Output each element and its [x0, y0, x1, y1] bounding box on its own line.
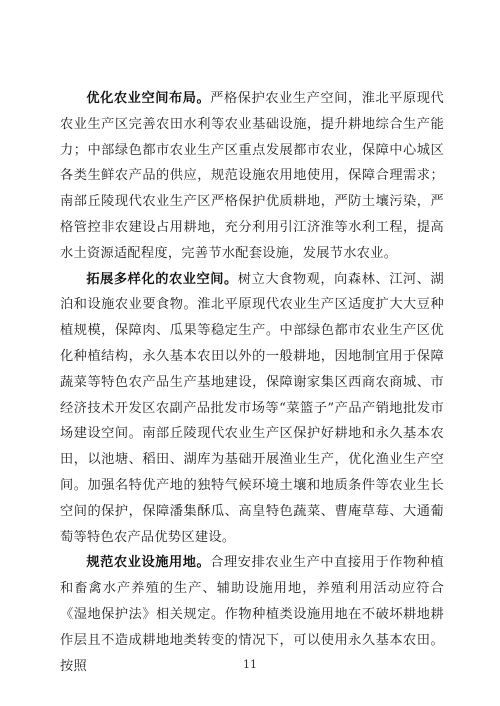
paragraph-text: 合理安排农业生产中直接用于作物种植和畜禽水产养殖的生产、辅助设施用地，养殖利用活动应符合《湿地保护法》相关规定。作物种植类设施用地在不破坏耕地耕作层且不造成耕地地类转变的情况下，可以使用永久基本农田。按照 [60, 555, 444, 674]
paragraph-heading: 拓展多样化的农业空间。 [86, 271, 238, 287]
document-body [60, 86, 444, 679]
page-number: 11 [243, 658, 257, 671]
paragraph-agricultural-layout [60, 86, 444, 267]
paragraph-heading: 规范农业设施用地。 [86, 555, 211, 571]
paragraph-text: 树立大食物观，向森林、江河、湖泊和设施农业要食物。淮北平原现代农业生产区适度扩大大豆种植规模，保障肉、瓜果等稳定生产。中部绿色都市农业生产区优化种植结构，永久基本农田以外的一般耕地，因地制宜用于保障蔬菜等特色农产品生产基地建设，保障谢家集区西商农商城、市经济技术开发区农副产品批发市场等“菜篮子”产品产销地批发市场建设空间。南部丘陵现代农业生产区保护好耕地和永久基本农田，以池塘、稻田、湖库为基础开展渔业生产，优化渔业生产空间。加强名特优产地的独特气候环境土壤和地质条件等农业生长空间的保护，保障潘集酥瓜、高皇特色蔬菜、曹庵草莓、大通葡萄等特色农产品优势区建设。 [60, 271, 444, 545]
paragraph-diverse-space [60, 267, 444, 551]
paragraph-text: 严格保护农业生产空间，淮北平原现代农业生产区完善农田水利等农业基础设施，提升耕地综合生产能力；中部绿色都市农业生产区重点发展都市农业，保障中心城区各类生鲜农产品的供应，规范设施农用地使用，保障合理需求；南部丘陵现代农业生产区严格保护优质耕地，严防土壤污染，严格管控非农建设占用耕地，充分利用引江济淮等水利工程，提高水土资源适配程度，完善节水配套设施，发展节水农业。 [60, 91, 444, 261]
paragraph-heading: 优化农业空间布局。 [86, 91, 211, 106]
